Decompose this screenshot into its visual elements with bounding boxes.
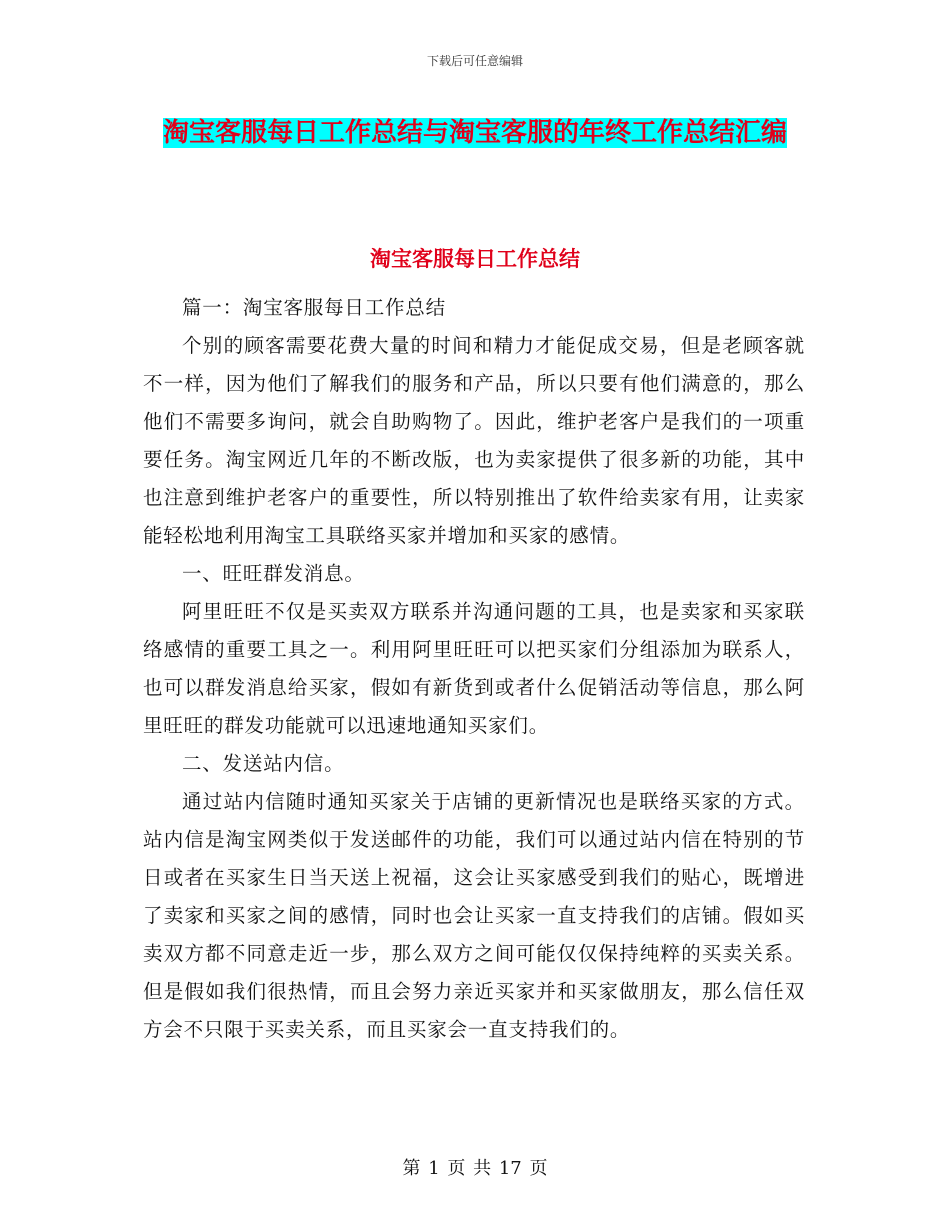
document-title <box>140 110 810 157</box>
paragraph-heading: 篇一：淘宝客服每日工作总结 <box>182 296 446 319</box>
paragraph: 通过站内信随时通知买家关于店铺的更新情况也是联络买家的方式。站内信是淘宝网类似于发送邮件的功能，我们可以通过站内信在特别的节日或者在买家生日当天送上祝福，这会让买家感受到我们的贴心，既增进了卖家和买家之间的感情，同时也会让买家一直支持我们的店铺。假如买卖双方都不同意走近一步，那么双方之间可能仅仅保持纯粹的买卖关系。但是假如我们很热情，而且会努力亲近买家并和买家做朋友，那么信任双方会不只限于买卖关系，而且买家会一直支持我们的。 <box>143 790 805 1041</box>
paragraph: 阿里旺旺不仅是买卖双方联系并沟通问题的工具，也是卖家和买家联络感情的重要工具之一。利用阿里旺旺可以把买家们分组添加为联系人，也可以群发消息给买家，假如有新货到或者什么促销活动等信息，那么阿里旺旺的群发功能就可以迅速地通知买家们。 <box>143 600 805 737</box>
section-title: 淘宝客服每日工作总结 <box>370 247 580 271</box>
subheading-wangwang: 一、旺旺群发消息。 <box>182 562 365 585</box>
page-number: 第 1 页 共 17 页 <box>402 1158 548 1179</box>
document-title-text: 淘宝客服每日工作总结与淘宝客服的年终工作总结汇编 <box>162 118 787 148</box>
paragraph: 个别的顾客需要花费大量的时间和精力才能促成交易，但是老顾客就不一样，因为他们了解我们的服务和产品，所以只要有他们满意的，那么他们不需要多询问，就会自助购物了。因此，维护老客户是我们的一项重要任务。淘宝网近几年的不断改版，也为卖家提供了很多新的功能，其中也注意到维护老客户的重要性，所以特别推出了软件给卖家有用，让卖家能轻松地利用淘宝工具联络买家并增加和买家的感情。 <box>143 334 805 547</box>
page-header-note: 下载后可任意编辑 <box>426 54 523 68</box>
subheading-site-message: 二、发送站内信。 <box>182 752 345 775</box>
document-body <box>143 289 805 1049</box>
